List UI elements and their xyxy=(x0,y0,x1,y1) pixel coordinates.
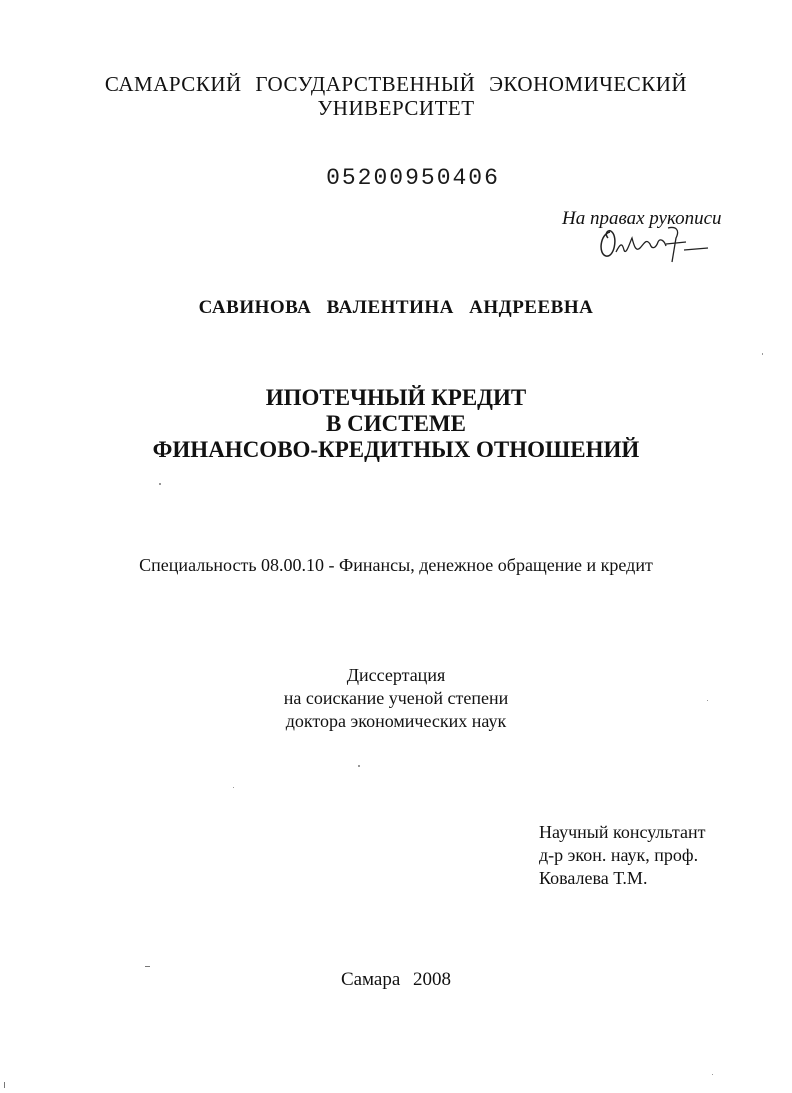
scan-speck xyxy=(233,787,234,788)
scan-speck xyxy=(145,966,150,967)
scan-speck xyxy=(159,483,161,485)
consultant-line-1: Научный консультант xyxy=(539,822,706,842)
university-line-2: УНИВЕРСИТЕТ xyxy=(317,96,475,120)
degree-block xyxy=(0,664,792,733)
title-line-2: В СИСТЕМЕ xyxy=(326,411,466,436)
handwritten-signature xyxy=(596,224,711,264)
scan-speck xyxy=(712,1074,713,1075)
consultant-line-2: д-р экон. наук, проф. xyxy=(539,845,699,865)
scan-speck xyxy=(4,1082,5,1088)
scan-speck xyxy=(707,700,708,701)
consultant-line-3: Ковалева Т.М. xyxy=(539,868,648,888)
degree-line-3: доктора экономических наук xyxy=(285,711,507,731)
scan-speck xyxy=(358,765,360,767)
place-and-year: Самара 2008 xyxy=(340,969,452,990)
dissertation-title xyxy=(0,385,792,463)
catalog-number: 05200950406 xyxy=(326,165,500,191)
author-name: САВИНОВА ВАЛЕНТИНА АНДРЕЕВНА xyxy=(198,297,594,318)
university-name xyxy=(0,72,792,120)
degree-line-2: на соискание ученой степени xyxy=(283,688,509,708)
scan-speck xyxy=(762,353,763,355)
specialty-line: Специальность 08.00.10 - Финансы, денежное обращение и кредит xyxy=(139,555,653,575)
degree-line-1: Диссертация xyxy=(346,665,446,685)
university-line-1: САМАРСКИЙ ГОСУДАРСТВЕННЫЙ ЭКОНОМИЧЕСКИЙ xyxy=(104,72,688,96)
manuscript-note: На правах рукописи xyxy=(562,208,722,229)
consultant-block xyxy=(539,821,706,890)
title-line-3: ФИНАНСОВО-КРЕДИТНЫХ ОТНОШЕНИЙ xyxy=(152,437,640,462)
title-line-1: ИПОТЕЧНЫЙ КРЕДИТ xyxy=(265,385,527,410)
